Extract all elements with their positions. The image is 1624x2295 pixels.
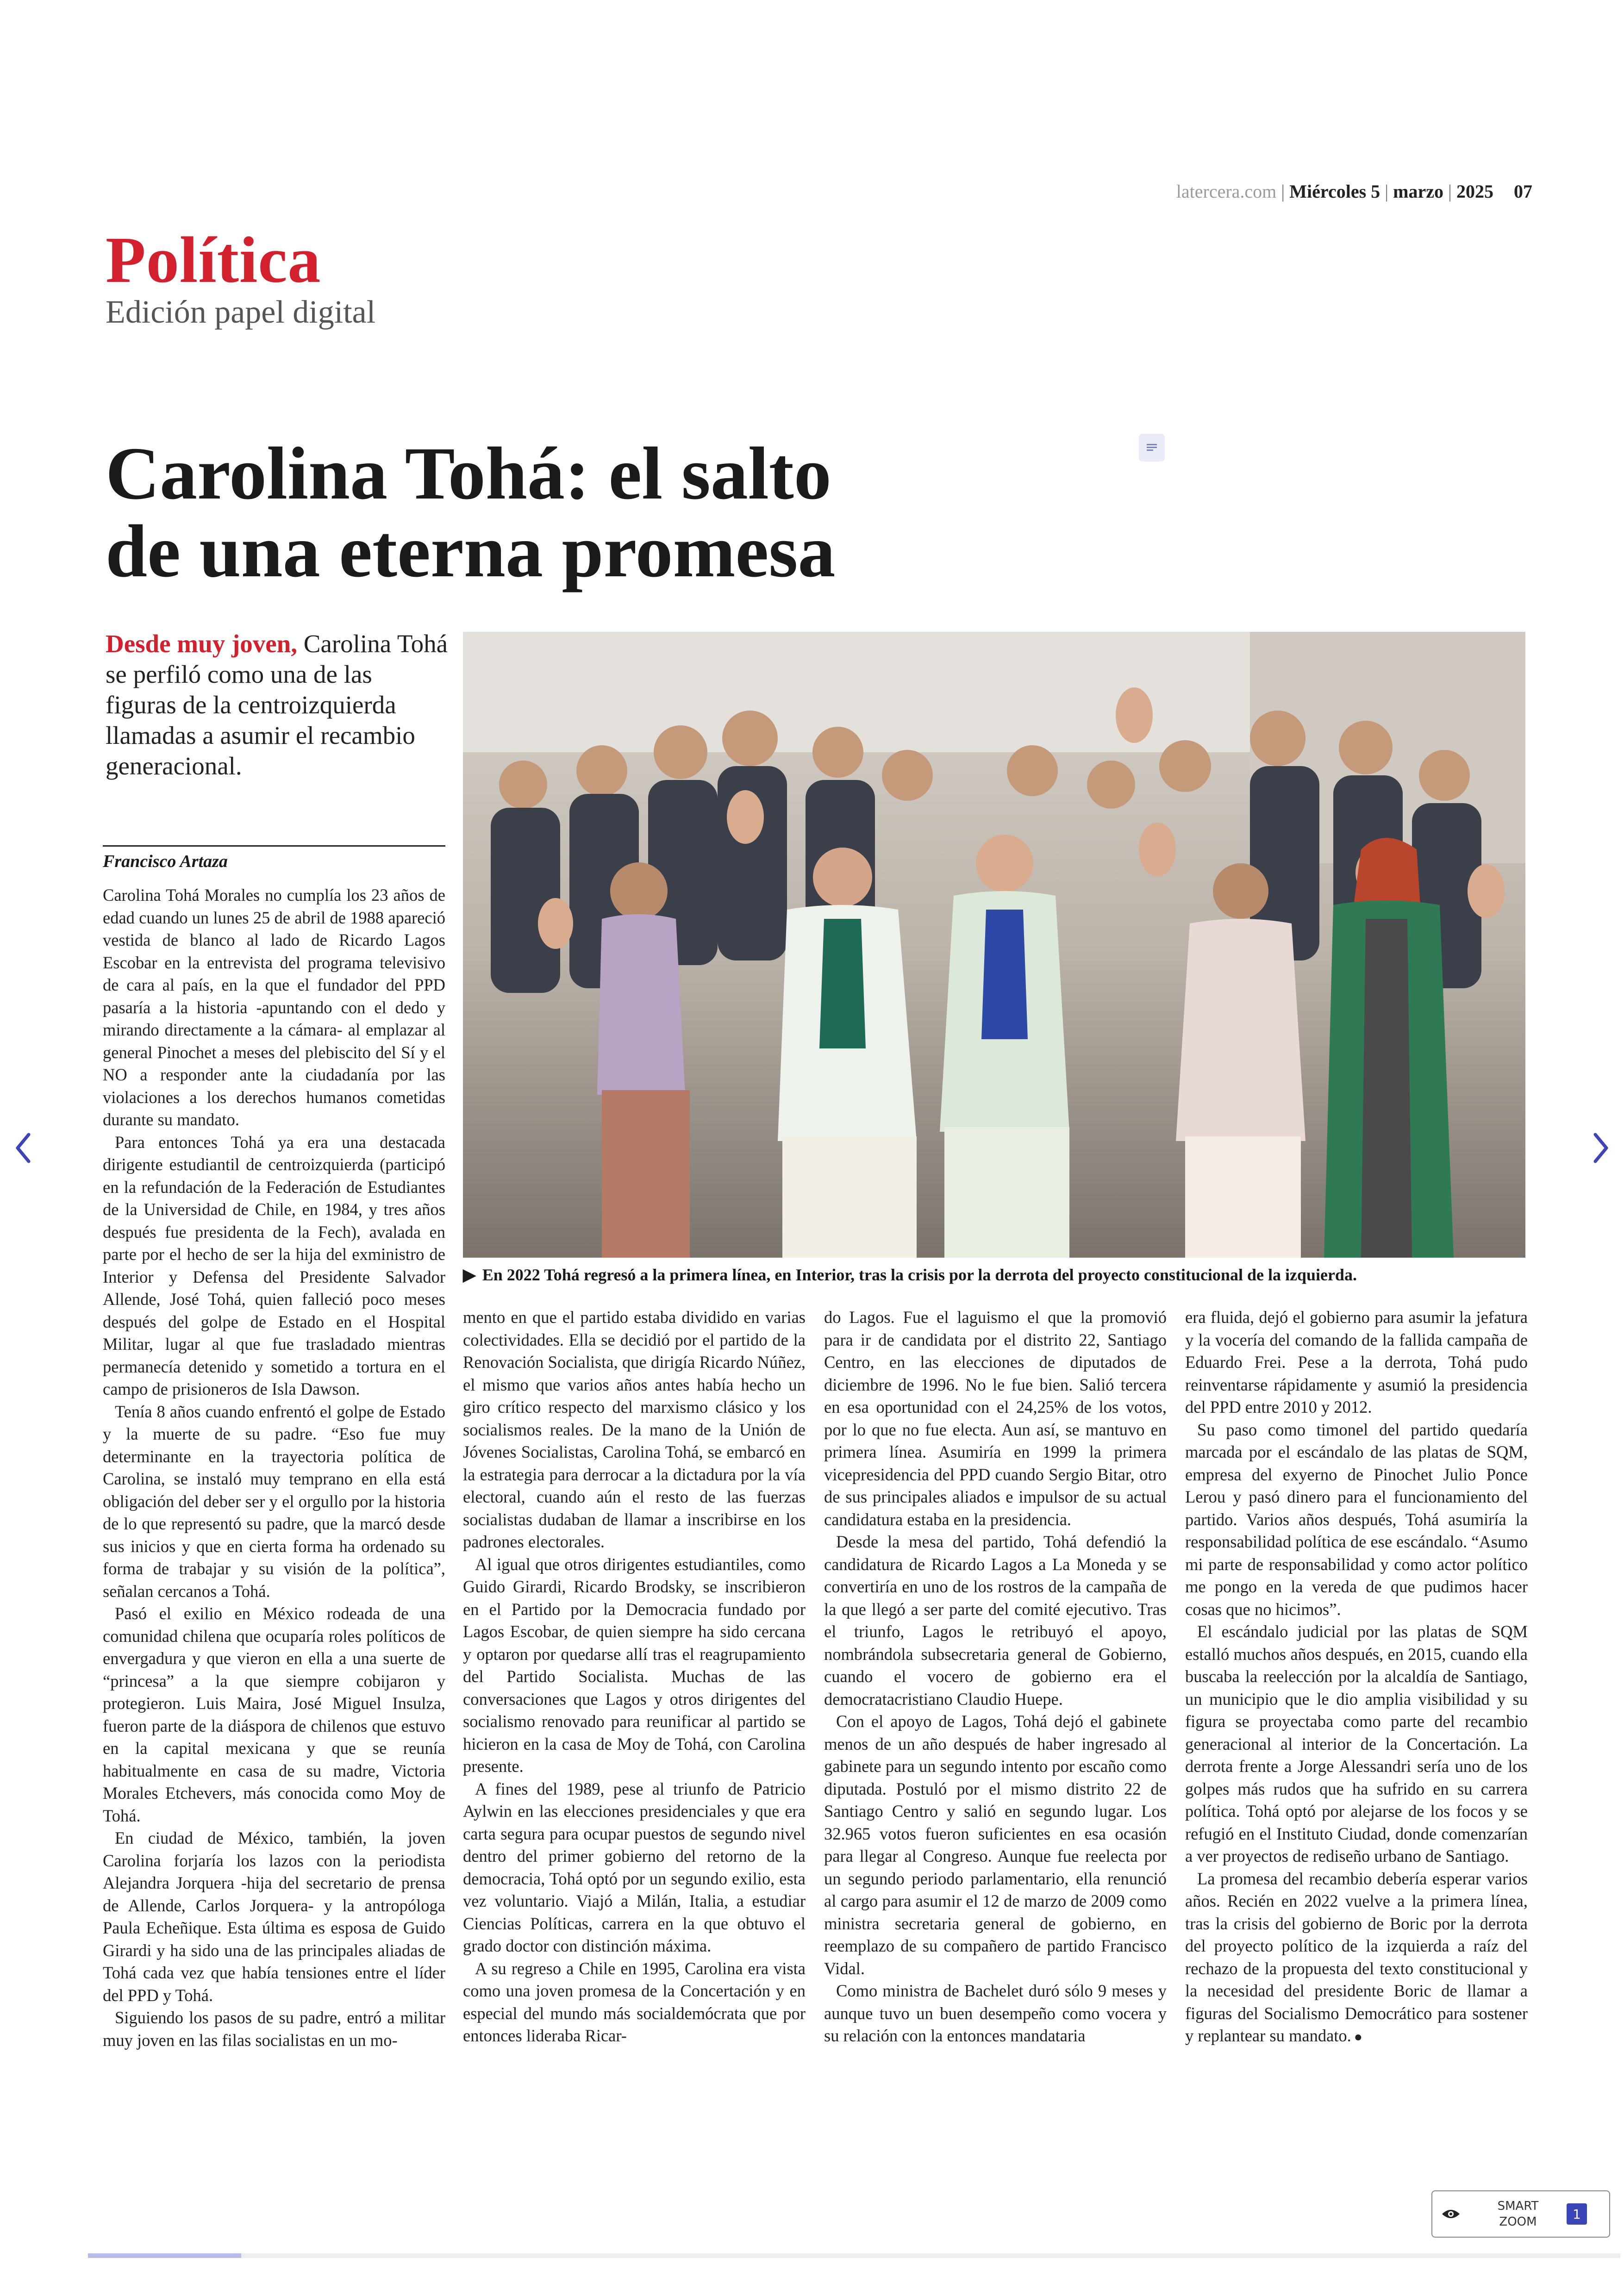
photo-caption-text: En 2022 Tohá regresó a la primera línea, en Interior, tras la crisis por la derrota del proyecto constitucional de la izquierda.	[482, 1266, 1357, 1284]
date-month: marzo	[1393, 181, 1443, 202]
article-column-4	[1185, 1306, 1528, 2049]
article-headline	[106, 432, 1078, 593]
section-subtitle: Edición papel digital	[106, 294, 376, 330]
paragraph: Carolina Tohá Morales no cumplía los 23 años de edad cuando un lunes 25 de abril de 1988 apareció vestida de blanco al lado de Ricardo Lagos Escobar en la entrevista del programa televisivo de cara al país, en la que el fundador del PPD pasaría a la historia -apuntando con el dedo y mirando directamente a la cámara- al emplazar al general Pinochet a meses del plebiscito del Sí y el NO a responder ante la ciudadanía por las violaciones a los derechos humanos cometidas durante su mandato.	[103, 886, 445, 1129]
note-icon[interactable]	[1139, 434, 1165, 461]
photo-caption	[463, 1265, 1525, 1285]
paragraph: El escándalo judicial por las platas de SQM estalló muchos años después, en 2015, cuando ella buscaba la reelección por la alcaldía de Santiago, un municipio que le dio amplia visibilidad y su figura se proyectaba como parte del recambio generacional al interior de la Concertación. La derrota frente a Jorge Alessandri sería uno de los golpes más rudos que ha sufrido en su carrera política. Tohá optó por alejarse de los focos y se refugió en el Instituto Ciudad, donde comenzarían a ver proyectos de rediseño urbano de Santiago.	[1185, 1622, 1528, 1865]
paragraph: Su paso como timonel del partido quedaría marcada por el escándalo de las platas de SQM, empresa del exyerno de Pinochet Julio Ponce Lerou y pasó dinero para el funcionamiento del partido. Varios años después, Tohá asumiría la responsabilidad política de ese escándalo. “Asumo mi parte de responsabilidad y como actor político me pongo en la vereda de que pudimos hacer cosas que no hicimos”.	[1185, 1420, 1528, 1619]
group-photo-illustration	[463, 632, 1525, 1258]
paragraph: era fluida, dejó el gobierno para asumir la jefatura y la vocería del comando de la fallida campaña de Eduardo Frei. Pese a la derrota, Tohá pudo reinventarse rápidamente y asumió la presidencia del PPD entre 2010 y 2012.	[1185, 1308, 1528, 1416]
smart-zoom-label-line-1: SMART	[1497, 2199, 1539, 2213]
paragraph: A su regreso a Chile en 1995, Carolina era vista como una joven promesa de la Concertación y en especial del mundo más socialdemócrata que por entonces lideraba Ricar-	[463, 1958, 806, 2045]
paragraph: Siguiendo los pasos de su padre, entró a militar muy joven en las filas socialistas en un mo-	[103, 2008, 445, 2050]
paragraph: Con el apoyo de Lagos, Tohá dejó el gabinete menos de un año después de haber ingresado al gabinete para un segundo intento por escaño como diputada. Postuló por el mismo distrito 22 de Santiago Centro y salió en segundo lugar. Los 32.965 votos fueron suficientes en esa ocasión para llegar al Congreso. Aunque fue reelecta por un segundo periodo parlamentario, ella renunció al cargo para asumir el 12 de marzo de 2009 como ministra secretaria general de gobierno, en reemplazo de su compañero de partido Francisco Vidal.	[824, 1712, 1167, 1978]
smart-zoom-label-line-2: ZOOM	[1499, 2215, 1537, 2229]
site-name: latercera.com	[1176, 181, 1277, 202]
paragraph: Tenía 8 años cuando enfrentó el golpe de Estado y la muerte de su padre. “Eso fue muy determinante en la trayectoria política de Carolina, se instaló muy temprano en ella está obligación del deber ser y el orgullo por la historia de lo que representó su padre, que la marcó desde sus inicios y que en cierta forma ha ordenado su forma de trabajar y su visión de la política”, señalan cercanos a Tohá.	[103, 1402, 445, 1601]
page-header-meta: latercera.com | Miércoles 5 | marzo | 2025 07	[1176, 181, 1532, 202]
paragraph: En ciudad de México, también, la joven Carolina forjaría los lazos con la periodista Alejandra Jorquera -hija del secretario de prensa de Allende, Carlos Jorquera- y la antropóloga Paula Echeñique. Esta última es esposa de Guido Girardi y ha sido una de las principales aliadas de Tohá cada vez que había tensiones entre el líder del PPD y Tohá.	[103, 1828, 445, 2005]
paragraph: Pasó el exilio en México rodeada de una comunidad chilena que ocuparía roles políticos de envergadura y que vieron en ella a una suerte de “princesa” a la que siempre cobijaron y protegieron. Luis Maira, José Miguel Insulza, fueron parte de la diáspora de chilenos que estuvo en la capital mexicana y que se reunía habitualmente en casa de su madre, Victoria Morales Etchevers, más conocida como Moy de Tohá.	[103, 1604, 445, 1825]
article-column-2	[463, 1306, 806, 2047]
reading-progress-fill	[88, 2253, 241, 2258]
reading-progress-track	[88, 2253, 1620, 2258]
paragraph: Como ministra de Bachelet duró sólo 9 meses y aunque tuvo un buen desempeño como vocera y su relación con la entonces mandataria	[824, 1981, 1167, 2045]
page-number: 07	[1514, 181, 1532, 202]
article-column-1	[103, 884, 445, 2052]
eye-icon	[1432, 2208, 1469, 2220]
paragraph: mento en que el partido estaba dividido en varias colectividades. Ella se decidió por el partido de la Renovación Socialista, que dirigía Ricardo Núñez, el mismo que varios años antes había hecho un giro crítico respecto del marxismo clásico y los socialismos reales. De la mano de la Unión de Jóvenes Socialistas, Carolina Tohá, se embarcó en la estrategia para derrocar a la dictadura por la vía electoral, cuando aún el resto de las fuerzas socialistas dudaban de llamar a inscribirse en los padrones electorales.	[463, 1308, 806, 1551]
paragraph: La promesa del recambio debería esperar varios años. Recién en 2022 vuelve a la primera línea, tras la crisis del gobierno de Boric por la derrota del proyecto político de la izquierda a raíz del rechazo de la propuesta del texto constitucional y la necesidad del presidente Boric de llamar a figuras del Socialismo Democrático para sostener y replantear su mandato. ●	[1185, 1868, 1528, 2049]
article-lede	[106, 629, 448, 781]
headline-line-1: Carolina Tohá: el salto	[106, 432, 831, 515]
chevron-right-icon	[1592, 1132, 1610, 1164]
article-photo[interactable]	[463, 632, 1525, 1258]
paragraph: Al igual que otros dirigentes estudiantiles, como Guido Girardi, Ricardo Brodsky, se inscribieron en el Partido por la Democracia fundado por Lagos Escobar, de quien siempre ha sido cercana y optaron por quedarse allí tras el reagrupamiento del Partido Socialista. Muchas de las conversaciones que Lagos y otros dirigentes del socialismo renovado para reunificar al partido se hicieron en la casa de Moy de Tohá, con Carolina presente.	[463, 1554, 806, 1776]
date-year: 2025	[1456, 181, 1493, 202]
caption-triangle-icon: ▶	[463, 1266, 476, 1284]
paragraph: do Lagos. Fue el laguismo el que la promovió para ir de candidata por el distrito 22, Santiago Centro, en las elecciones de diputados de diciembre de 1996. No le fue bien. Salió tercera en esa oportunidad con el 24,25% de los votos, por lo que no fue electa. Aun así, se mantuvo en primera línea. Asumiría en 1999 la primera vicepresidencia del PPD cuando Sergio Bitar, otro de sus principales aliados e impulsor de su actual candidatura estaba en la presidencia.	[824, 1308, 1167, 1529]
paragraph: Desde la mesa del partido, Tohá defendió la candidatura de Ricardo Lagos a La Moneda y se convertiría en uno de los rostros de la campaña de la que llegó a ser parte del comité ejecutivo. Tras el triunfo, Lagos le retribuyó el apoyo, nombrándola subsecretaria general de Gobierno, cuando el vocero de gobierno era el democratacristiano Claudio Huepe.	[824, 1532, 1167, 1709]
section-title: Política	[106, 223, 321, 296]
next-page-button[interactable]	[1587, 1129, 1615, 1166]
lede-highlight: Desde muy joven,	[106, 630, 298, 658]
page-badge[interactable]: 1	[1567, 2203, 1587, 2225]
paragraph: Para entonces Tohá ya era una destacada dirigente estudiantil de centroizquierda (participó en la refundación de la Federación de Estudiantes de la Universidad de Chile, en 1984, y tres años después fue presidenta de la Fech), avalada en parte por el hecho de ser la hija del exministro de Interior y Defensa del Presidente Salvador Allende, José Tohá, quien falleció poco meses después del golpe de Estado en el Hospital Militar, lugar al que fue trasladado mientras permanecía detenido y sometido a tortura en el campo de prisioneros de Isla Dawson.	[103, 1132, 445, 1398]
date-day: Miércoles 5	[1289, 181, 1380, 202]
smart-zoom-label	[1469, 2198, 1567, 2230]
lede-text: Carolina Tohá se perfiló como una de las figuras de la centroizquierda llamadas a asumir el recambio generacional.	[106, 630, 448, 780]
article-column-3	[824, 1306, 1167, 2047]
chevron-left-icon	[14, 1132, 32, 1164]
headline-line-2: de una eterna promesa	[106, 510, 836, 593]
previous-page-button[interactable]	[9, 1129, 37, 1166]
paragraph: A fines del 1989, pese al triunfo de Patricio Aylwin en las elecciones presidenciales y que era carta segura para ocupar puestos de segundo nivel dentro del primer gobierno del retorno de la democracia, Tohá optó por un segundo exilio, esta vez voluntario. Viajó a Milán, Italia, a estudiar Ciencias Políticas, carrera en la que obtuvo el grado doctor con distinción máxima.	[463, 1779, 806, 1955]
note-lines-icon	[1145, 442, 1159, 453]
smart-zoom-button[interactable]	[1431, 2190, 1610, 2238]
byline: Francisco Artaza	[103, 845, 445, 872]
